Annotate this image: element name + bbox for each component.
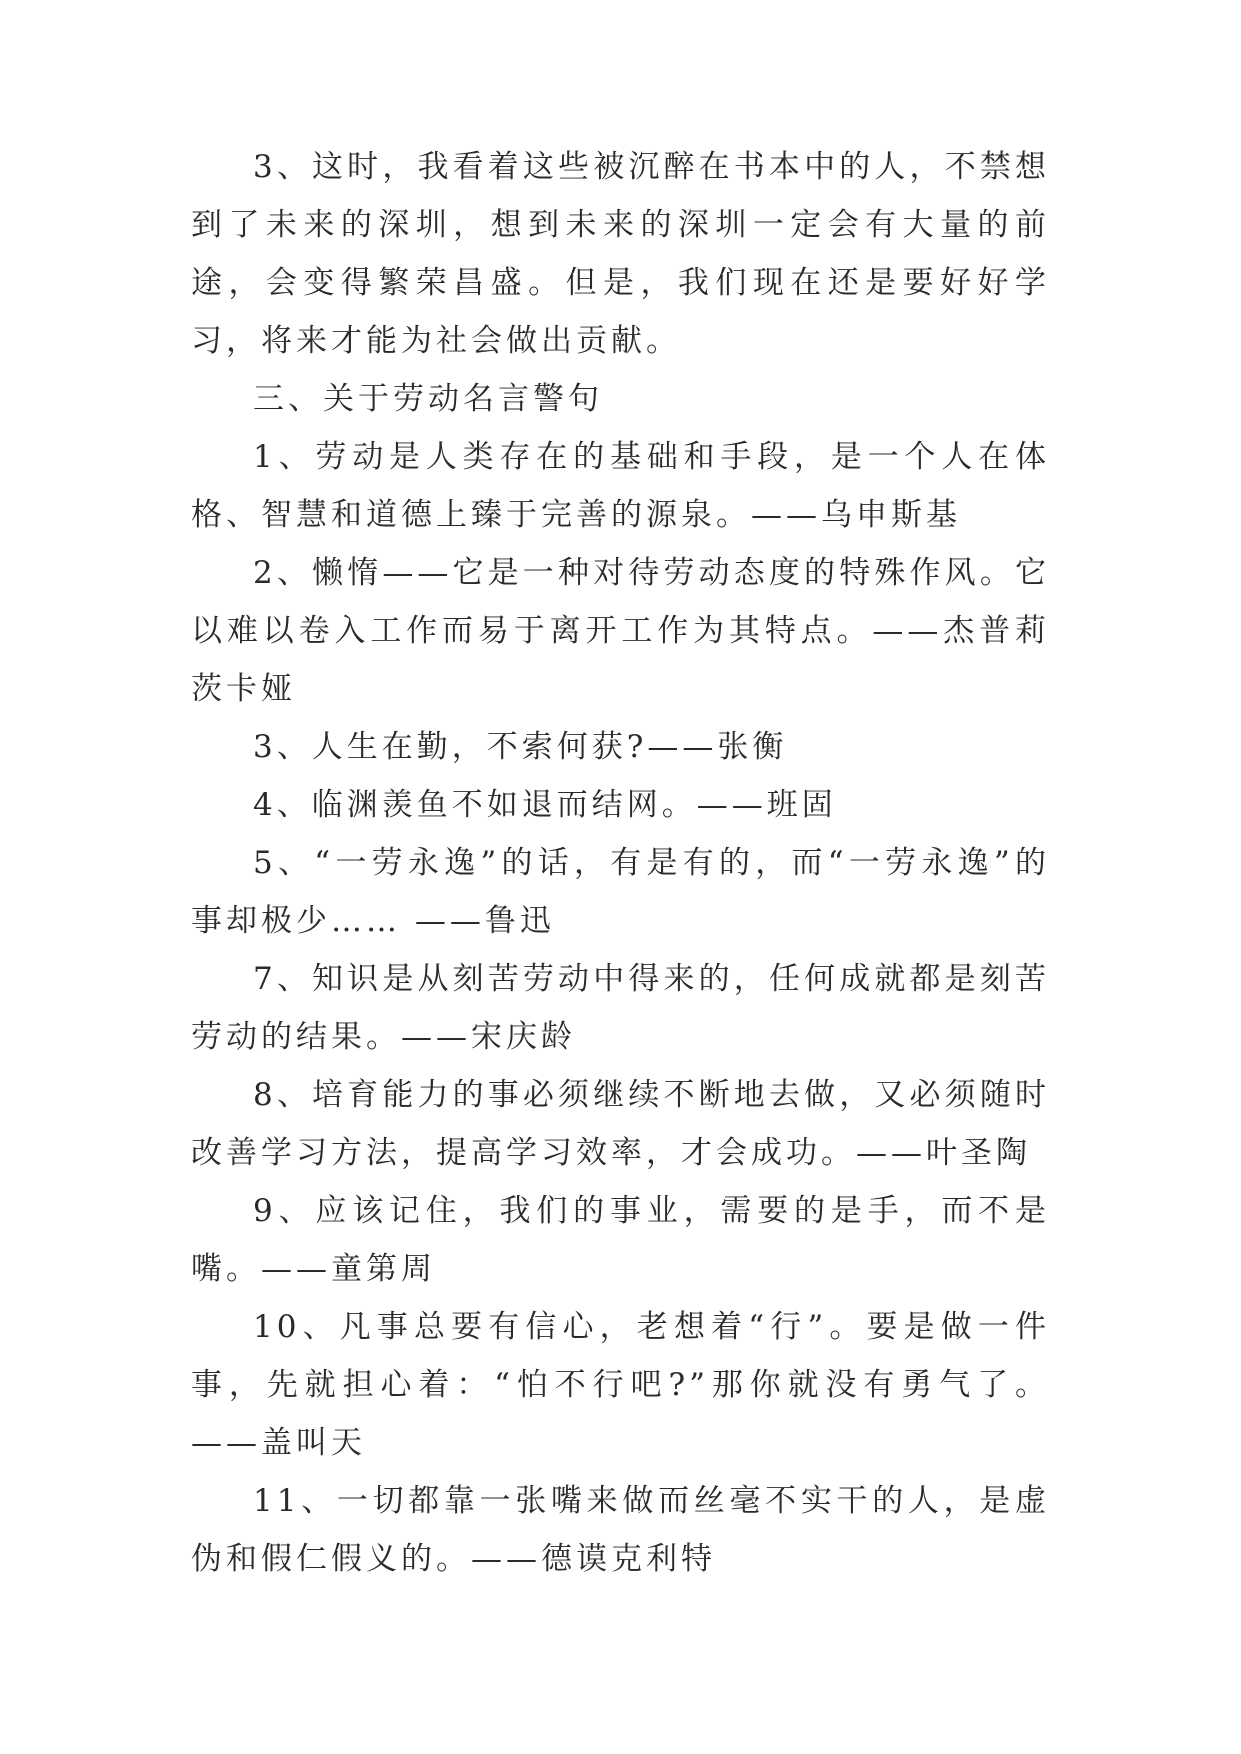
paragraph-shenzhen-future: 3、这时，我看着这些被沉醉在书本中的人，不禁想到了未来的深圳，想到未来的深圳一定会有大量的前途，会变得繁荣昌盛。但是，我们现在还是要好好学习，将来才能为社会做出贡献。 bbox=[191, 149, 1050, 359]
quote-democritus: 11、一切都靠一张嘴来做而丝毫不实干的人，是虚伪和假仁假义的。——德谟克利特 bbox=[191, 1483, 1050, 1577]
quote-zhang-heng: 3、人生在勤，不索何获?——张衡 bbox=[253, 729, 788, 765]
quote-lu-xun: 5、“一劳永逸”的话，有是有的，而“一劳永逸”的事却极少…… ——鲁迅 bbox=[191, 845, 1050, 939]
quote-laziness: 2、懒惰——它是一种对待劳动态度的特殊作风。它以难以卷入工作而易于离开工作为其特点。——杰普莉茨卡娅 bbox=[191, 555, 1050, 707]
quote-tong-dizhou: 9、应该记住，我们的事业，需要的是手，而不是嘴。——童第周 bbox=[191, 1193, 1050, 1287]
document-page bbox=[191, 138, 1050, 1588]
section-heading-labor-quotes: 三、关于劳动名言警句 bbox=[253, 381, 603, 417]
quote-song-qingling: 7、知识是从刻苦劳动中得来的，任何成就都是刻苦劳动的结果。——宋庆龄 bbox=[191, 961, 1050, 1055]
quote-ye-shengtao: 8、培育能力的事必须继续不断地去做，又必须随时改善学习方法，提高学习效率，才会成功。——叶圣陶 bbox=[191, 1077, 1050, 1171]
quote-gai-jiaotian: 10、凡事总要有信心，老想着“行”。要是做一件事，先就担心着：“怕不行吧?”那你就没有勇气了。——盖叫天 bbox=[191, 1309, 1050, 1461]
quote-ban-gu: 4、临渊羡鱼不如退而结网。——班固 bbox=[253, 787, 837, 823]
quote-ushinsky: 1、劳动是人类存在的基础和手段，是一个人在体格、智慧和道德上臻于完善的源泉。——乌申斯基 bbox=[191, 439, 1050, 533]
